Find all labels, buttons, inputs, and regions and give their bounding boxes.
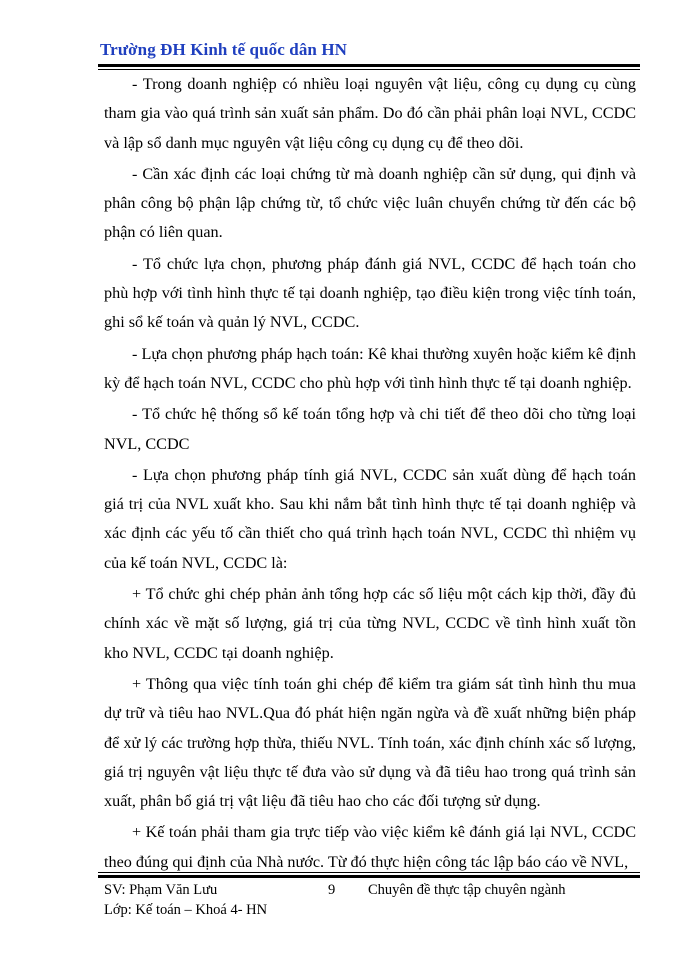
footer-rule-thin bbox=[98, 872, 640, 873]
document-body bbox=[104, 70, 636, 877]
paragraph-9: + Kế toán phải tham gia trực tiếp vào việc kiểm kê đánh giá lại NVL, CCDC theo đúng qui định của Nhà nước. Từ đó thực hiện công tác lập báo cáo về NVL, bbox=[104, 823, 636, 871]
footer-class: Lớp: Kế toán – Khoá 4- HN bbox=[104, 902, 268, 918]
paragraph-4: - Lựa chọn phương pháp hạch toán: Kê khai thường xuyên hoặc kiểm kê định kỳ để hạch toán NVL, CCDC cho phù hợp với tình hình thực tế tại doanh nghiệp. bbox=[104, 344, 636, 392]
header-rule-thick bbox=[98, 64, 640, 67]
paragraph-3: - Tổ chức lựa chọn, phương pháp đánh giá NVL, CCDC để hạch toán cho phù hợp với tình hình thực tế tại doanh nghiệp, tạo điều kiện trong việc tính toán, ghi sổ kế toán và quản lý NVL, CCDC. bbox=[104, 254, 636, 332]
page-footer bbox=[104, 880, 636, 920]
footer-rule-thick bbox=[98, 875, 640, 878]
paragraph-8: + Thông qua việc tính toán ghi chép để kiểm tra giám sát tình hình thu mua dự trữ và tiêu hao NVL.Qua đó phát hiện ngăn ngừa và đề xuất những biện pháp để xử lý các trường hợp thừa, thiếu NVL. Tính toán, xác định chính xác số lượng, giá trị nguyên vật liệu thực tế đưa vào sử dụng và đã tiêu hao trong quá trình sản xuất, phân bổ giá trị vật liệu đã tiêu hao cho các đối tượng sử dụng. bbox=[104, 674, 636, 811]
paragraph-7: + Tổ chức ghi chép phản ảnh tổng hợp các số liệu một cách kịp thời, đầy đủ chính xác về mặt số lượng, giá trị của từng NVL, CCDC về tình hình xuất tồn kho NVL, CCDC tại doanh nghiệp. bbox=[104, 585, 636, 662]
paragraph-1: - Trong doanh nghiệp có nhiều loại nguyên vật liệu, công cụ dụng cụ cùng tham gia vào quá trình sản xuất sản phẩm. Do đó cần phải phân loại NVL, CCDC và lập sổ danh mục nguyên vật liệu công cụ dụng cụ để theo dõi. bbox=[104, 75, 636, 152]
page-header-title: Trường ĐH Kinh tế quốc dân HN bbox=[100, 40, 348, 59]
paragraph-6: - Lựa chọn phương pháp tính giá NVL, CCDC sản xuất dùng để hạch toán giá trị của NVL xuất kho. Sau khi nắm bắt tình hình thực tế tại doanh nghiệp và xác định các yếu tố cần thiết cho quá trình hạch toán NVL, CCDC thì nhiệm vụ của kế toán NVL, CCDC là: bbox=[104, 465, 636, 572]
footer-topic: Chuyên đề thực tập chuyên ngành bbox=[368, 882, 566, 898]
footer-student-name: SV: Phạm Văn Lưu bbox=[104, 882, 218, 898]
paragraph-5: - Tổ chức hệ thống sổ kế toán tổng hợp và chi tiết để theo dõi cho từng loại NVL, CCDC bbox=[104, 405, 636, 453]
paragraph-2: - Cần xác định các loại chứng từ mà doanh nghiệp cần sử dụng, qui định và phân công bộ phận lập chứng từ, tổ chức việc luân chuyển chứng từ đến các bộ phận có liên quan. bbox=[104, 164, 636, 242]
footer-page-number: 9 bbox=[328, 882, 336, 898]
